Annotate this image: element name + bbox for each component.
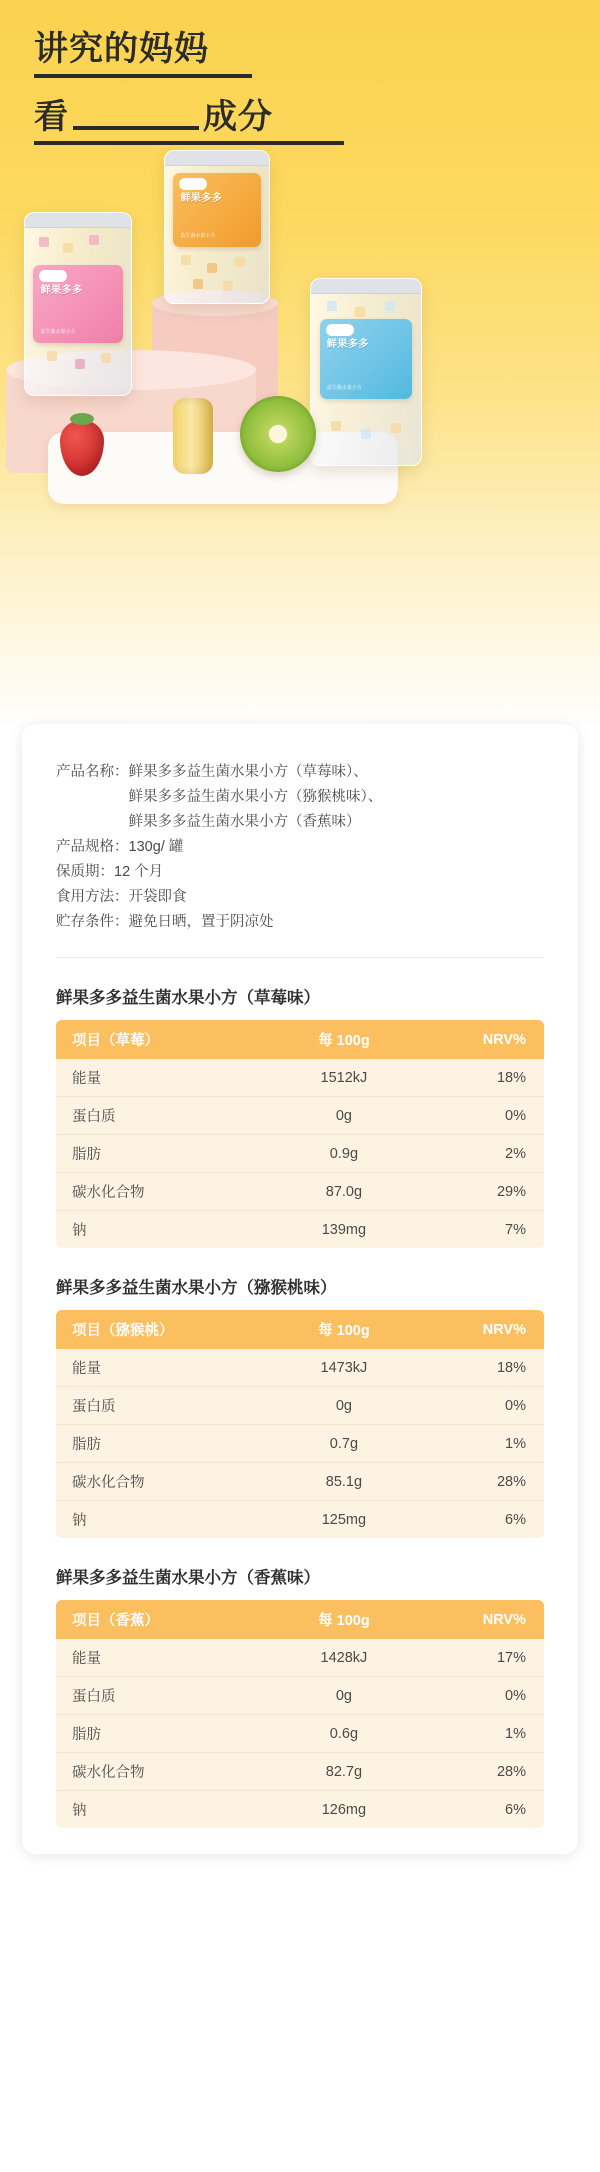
table-cell: 28% (417, 1463, 544, 1501)
table-cell: 能量 (56, 1349, 271, 1387)
table-row (56, 1097, 544, 1135)
candy-piece (75, 359, 85, 369)
table-row (56, 1639, 544, 1677)
spec-value: 鲜果多多益生菌水果小方（香蕉味） (128, 814, 361, 830)
table-row (56, 1059, 544, 1097)
headline-line-2-suffix: 成分 (203, 97, 273, 136)
table-cell: 0g (271, 1387, 417, 1425)
table-cell: 0% (417, 1677, 544, 1715)
table-row (56, 1135, 544, 1173)
spec-label: 产品名称： (56, 764, 129, 780)
banana-fruit (173, 398, 213, 474)
candy-piece (355, 307, 365, 317)
kiwi-jar (310, 278, 422, 466)
nutrition-title: 鲜果多多益生菌水果小方（香蕉味） (56, 1569, 320, 1587)
specs-list (22, 724, 578, 935)
table-cell: 0% (417, 1097, 544, 1135)
table-cell: 钠 (72, 1513, 87, 1529)
table-cell: 28% (417, 1753, 544, 1791)
jar-label (320, 319, 412, 399)
table-cell: 6% (505, 1801, 526, 1818)
table-cell: 0g (271, 1097, 417, 1135)
table-cell: 能量 (56, 1059, 271, 1097)
brand-logo (326, 324, 354, 336)
spec-label: 保质期： (56, 864, 114, 880)
table-header-row (56, 1310, 544, 1349)
table-cell: 碳水化合物 (56, 1463, 271, 1501)
table-header-cell: 项目（草莓） (56, 1020, 271, 1059)
table-header-cell: NRV% (417, 1310, 544, 1349)
table-cell: 0.9g (271, 1135, 417, 1173)
spec-value: 12 个月 (114, 864, 164, 880)
candy-piece (47, 351, 57, 361)
spec-label: 产品规格： (56, 839, 129, 855)
table-cell: 0% (417, 1387, 544, 1425)
table-cell: 7% (505, 1221, 526, 1238)
table-row (56, 1463, 544, 1501)
candy-piece (101, 353, 111, 363)
candy-piece (235, 257, 245, 267)
table-cell: 82.7g (271, 1753, 417, 1791)
table-cell: 1512kJ (271, 1059, 417, 1097)
table-cell: 85.1g (271, 1463, 417, 1501)
table-cell: 脂肪 (56, 1135, 271, 1173)
table-cell: 139mg (321, 1221, 367, 1238)
spec-value: 鲜果多多益生菌水果小方（猕猴桃味）、 (128, 789, 383, 805)
table-cell: 碳水化合物 (56, 1753, 271, 1791)
table-header-cell: NRV% (417, 1020, 544, 1059)
candy-piece (327, 301, 337, 311)
candy-piece (207, 263, 217, 273)
candy-piece (39, 237, 49, 247)
table-cell: 17% (417, 1639, 544, 1677)
jar-lid (311, 279, 421, 294)
jar-label (173, 173, 260, 247)
brand-logo (39, 270, 67, 282)
headline-line-2-prefix: 看 (34, 97, 69, 136)
strawberry-jar (24, 212, 132, 396)
spec-row (56, 885, 544, 910)
table-cell: 钠 (72, 1223, 87, 1239)
headline-line-1: 讲究的妈妈 (34, 30, 209, 68)
table-cell: 碳水化合物 (56, 1173, 271, 1211)
jar-label (33, 265, 122, 343)
banana-jar (164, 150, 270, 304)
table-cell: 0.6g (271, 1715, 417, 1753)
nutrition-title: 鲜果多多益生菌水果小方（草莓味） (56, 989, 320, 1007)
product-info-card (22, 724, 578, 1854)
table-cell: 脂肪 (56, 1425, 271, 1463)
table-header-cell: 每 100g (271, 1020, 417, 1059)
table-cell: 126mg (321, 1801, 367, 1818)
table-header-cell: 每 100g (271, 1600, 417, 1639)
table-cell: 1% (417, 1715, 544, 1753)
table-header-cell: 每 100g (271, 1310, 417, 1349)
spec-label: 食用方法： (56, 889, 129, 905)
hero-banner (0, 0, 600, 730)
nutrition-section-kiwi (22, 1274, 578, 1538)
brand-logo (179, 178, 207, 190)
candy-piece (361, 429, 371, 439)
table-row (56, 1501, 544, 1539)
candy-piece (331, 421, 341, 431)
table-cell: 蛋白质 (56, 1097, 271, 1135)
table-cell: 1473kJ (271, 1349, 417, 1387)
spec-row (56, 910, 544, 935)
table-cell: 29% (417, 1173, 544, 1211)
jar-label-subtitle: 益生菌水果小方 (326, 384, 362, 391)
spec-row (56, 835, 544, 860)
spec-row (56, 760, 544, 835)
table-cell: 蛋白质 (56, 1387, 271, 1425)
table-cell: 87.0g (271, 1173, 417, 1211)
section-divider (56, 957, 544, 958)
headline-underline-2 (34, 141, 344, 145)
candy-piece (89, 235, 99, 245)
table-cell: 0.7g (271, 1425, 417, 1463)
jar-label-subtitle: 益生菌水果小方 (180, 232, 216, 239)
table-header-row (56, 1020, 544, 1059)
nutrition-table (56, 1310, 544, 1538)
table-cell: 0g (271, 1677, 417, 1715)
table-cell: 蛋白质 (56, 1677, 271, 1715)
spec-value: 鲜果多多益生菌水果小方（草莓味）、 (128, 764, 368, 780)
headline-blank-fill (73, 126, 199, 130)
product-photo (0, 120, 600, 620)
table-cell: 6% (505, 1511, 526, 1528)
table-row (56, 1349, 544, 1387)
candy-piece (193, 279, 203, 289)
table-row (56, 1791, 544, 1829)
table-row (56, 1173, 544, 1211)
table-cell: 125mg (321, 1511, 367, 1528)
nutrition-title: 鲜果多多益生菌水果小方（猕猴桃味） (56, 1279, 337, 1297)
candy-piece (391, 423, 401, 433)
table-cell: 能量 (56, 1639, 271, 1677)
nutrition-section-banana (22, 1564, 578, 1828)
jar-lid (25, 213, 131, 228)
candy-piece (385, 301, 395, 311)
table-row (56, 1387, 544, 1425)
table-header-cell: 项目（猕猴桃） (56, 1310, 271, 1349)
table-cell: 18% (417, 1349, 544, 1387)
table-header-cell: 项目（香蕉） (56, 1600, 271, 1639)
spec-label: 贮存条件： (56, 914, 129, 930)
table-cell: 18% (417, 1059, 544, 1097)
table-cell: 1428kJ (271, 1639, 417, 1677)
kiwi-fruit (240, 396, 316, 472)
table-cell: 脂肪 (56, 1715, 271, 1753)
spec-value: 130g/ 罐 (128, 839, 184, 855)
table-row (56, 1753, 544, 1791)
headline (34, 28, 344, 145)
table-row (56, 1211, 544, 1249)
spec-row (56, 860, 544, 885)
jar-label-title: 鲜果多多 (326, 339, 369, 350)
headline-line-2-row (34, 89, 344, 138)
spec-value: 开袋即食 (128, 889, 187, 905)
table-row (56, 1677, 544, 1715)
nutrition-section-strawberry (22, 984, 578, 1248)
jar-lid (165, 151, 269, 166)
candy-piece (223, 281, 233, 291)
table-cell: 1% (417, 1425, 544, 1463)
table-header-cell: NRV% (417, 1600, 544, 1639)
table-cell: 2% (417, 1135, 544, 1173)
jar-label-title: 鲜果多多 (180, 193, 223, 204)
jar-label-title: 鲜果多多 (40, 285, 83, 296)
candy-piece (181, 255, 191, 265)
table-header-row (56, 1600, 544, 1639)
headline-underline-1 (34, 74, 252, 78)
nutrition-table (56, 1020, 544, 1248)
candy-piece (63, 243, 73, 253)
table-row (56, 1425, 544, 1463)
nutrition-table (56, 1600, 544, 1828)
spec-value: 避免日晒，置于阴凉处 (128, 914, 274, 930)
table-cell: 钠 (72, 1803, 87, 1819)
table-row (56, 1715, 544, 1753)
jar-label-subtitle: 益生菌水果小方 (40, 328, 76, 335)
spec-values (129, 760, 383, 835)
